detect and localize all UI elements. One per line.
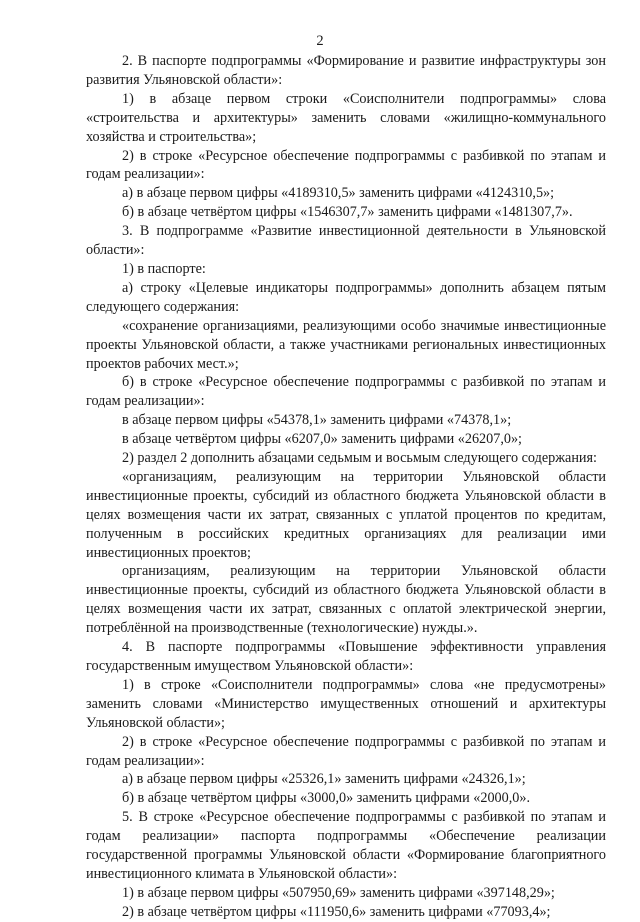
paragraph-item: 2) раздел 2 дополнить абзацами седьмым и восьмым следующего содержания: — [122, 450, 597, 467]
paragraph-item: 1) в паспорте: — [122, 260, 206, 277]
paragraph-quote: организациям, реализующим на территории Ульяновской области инвестиционные проекты, субсидий из областного бюджета Ульяновской области в целях возмещения части их затрат, связанных с оплатой электрической энергии, потреблённой на производственные (технологические) нужды.». — [86, 563, 606, 637]
paragraph-item: 2) в абзаце четвёртом цифры «111950,6» заменить цифрами «77093,4»; — [122, 903, 551, 920]
paragraph-item: в абзаце четвёртом цифры «6207,0» заменить цифрами «26207,0»; — [122, 431, 522, 448]
paragraph-item: а) в абзаце первом цифры «4189310,5» заменить цифрами «4124310,5»; — [122, 185, 555, 202]
paragraph-item: б) в строке «Ресурсное обеспечение подпрограммы с разбивкой по этапам и годам реализации»: — [86, 374, 606, 410]
paragraph-item: 2) в строке «Ресурсное обеспечение подпрограммы с разбивкой по этапам и годам реализации»: — [86, 147, 606, 183]
paragraph-item: 1) в строке «Соисполнители подпрограммы» слова «не предусмотрены» заменить словами «Министерство имущественных отношений и архитектуры Ульяновской области»; — [86, 676, 606, 731]
paragraph-section-5: 5. В строке «Ресурсное обеспечение подпрограммы с разбивкой по этапам и годам реализации» паспорта подпрограммы «Обеспечение реализации государственной программы Ульяновской области «Формирование благоприятного инвестиционного климата в Ульяновской области»: — [86, 809, 606, 882]
paragraph-item: а) в абзаце первом цифры «25326,1» заменить цифрами «24326,1»; — [122, 771, 526, 788]
paragraph-item: 1) в абзаце первом цифры «507950,69» заменить цифрами «397148,29»; — [122, 884, 555, 901]
paragraph-item: б) в абзаце четвёртом цифры «3000,0» заменить цифрами «2000,0». — [122, 790, 531, 807]
paragraph-item: 1) в абзаце первом строки «Соисполнители подпрограммы» слова «строительства и архитектуры» заменить словами «жилищно-коммунального хозяйства и строительства»; — [86, 90, 606, 145]
paragraph-section-2: 2. В паспорте подпрограммы «Формирование и развитие инфраструктуры зон развития Ульяновской области»: — [86, 53, 606, 88]
paragraph-quote: «организациям, реализующим на территории Ульяновской области инвестиционные проекты, субсидий из областного бюджета Ульяновской области в целях возмещения части их затрат, связанных с уплатой процентов по кредитам, полученным в российских кредитных организациях для реализации ими инвестиционных проектов; — [86, 468, 606, 561]
paragraph-section-3: 3. В подпрограмме «Развитие инвестиционной деятельности в Ульяновской области»: — [86, 223, 606, 259]
paragraph-quote: «сохранение организациями, реализующими особо значимые инвестиционные проекты Ульяновской области, а также участниками региональных инвестиционных проектов рабочих мест.»; — [86, 317, 606, 372]
document-body — [86, 52, 606, 922]
paragraph-item: а) строку «Целевые индикаторы подпрограммы» дополнить абзацем пятым следующего содержания: — [86, 279, 606, 315]
paragraph-item: 2) в строке «Ресурсное обеспечение подпрограммы с разбивкой по этапам и годам реализации»: — [86, 733, 606, 769]
paragraph-section-4: 4. В паспорте подпрограммы «Повышение эффективности управления государственным имуществом Ульяновской области»: — [86, 639, 606, 674]
page-number: 2 — [316, 33, 324, 49]
paragraph-item: в абзаце первом цифры «54378,1» заменить цифрами «74378,1»; — [122, 412, 512, 429]
paragraph-item: б) в абзаце четвёртом цифры «1546307,7» заменить цифрами «1481307,7». — [122, 204, 573, 221]
